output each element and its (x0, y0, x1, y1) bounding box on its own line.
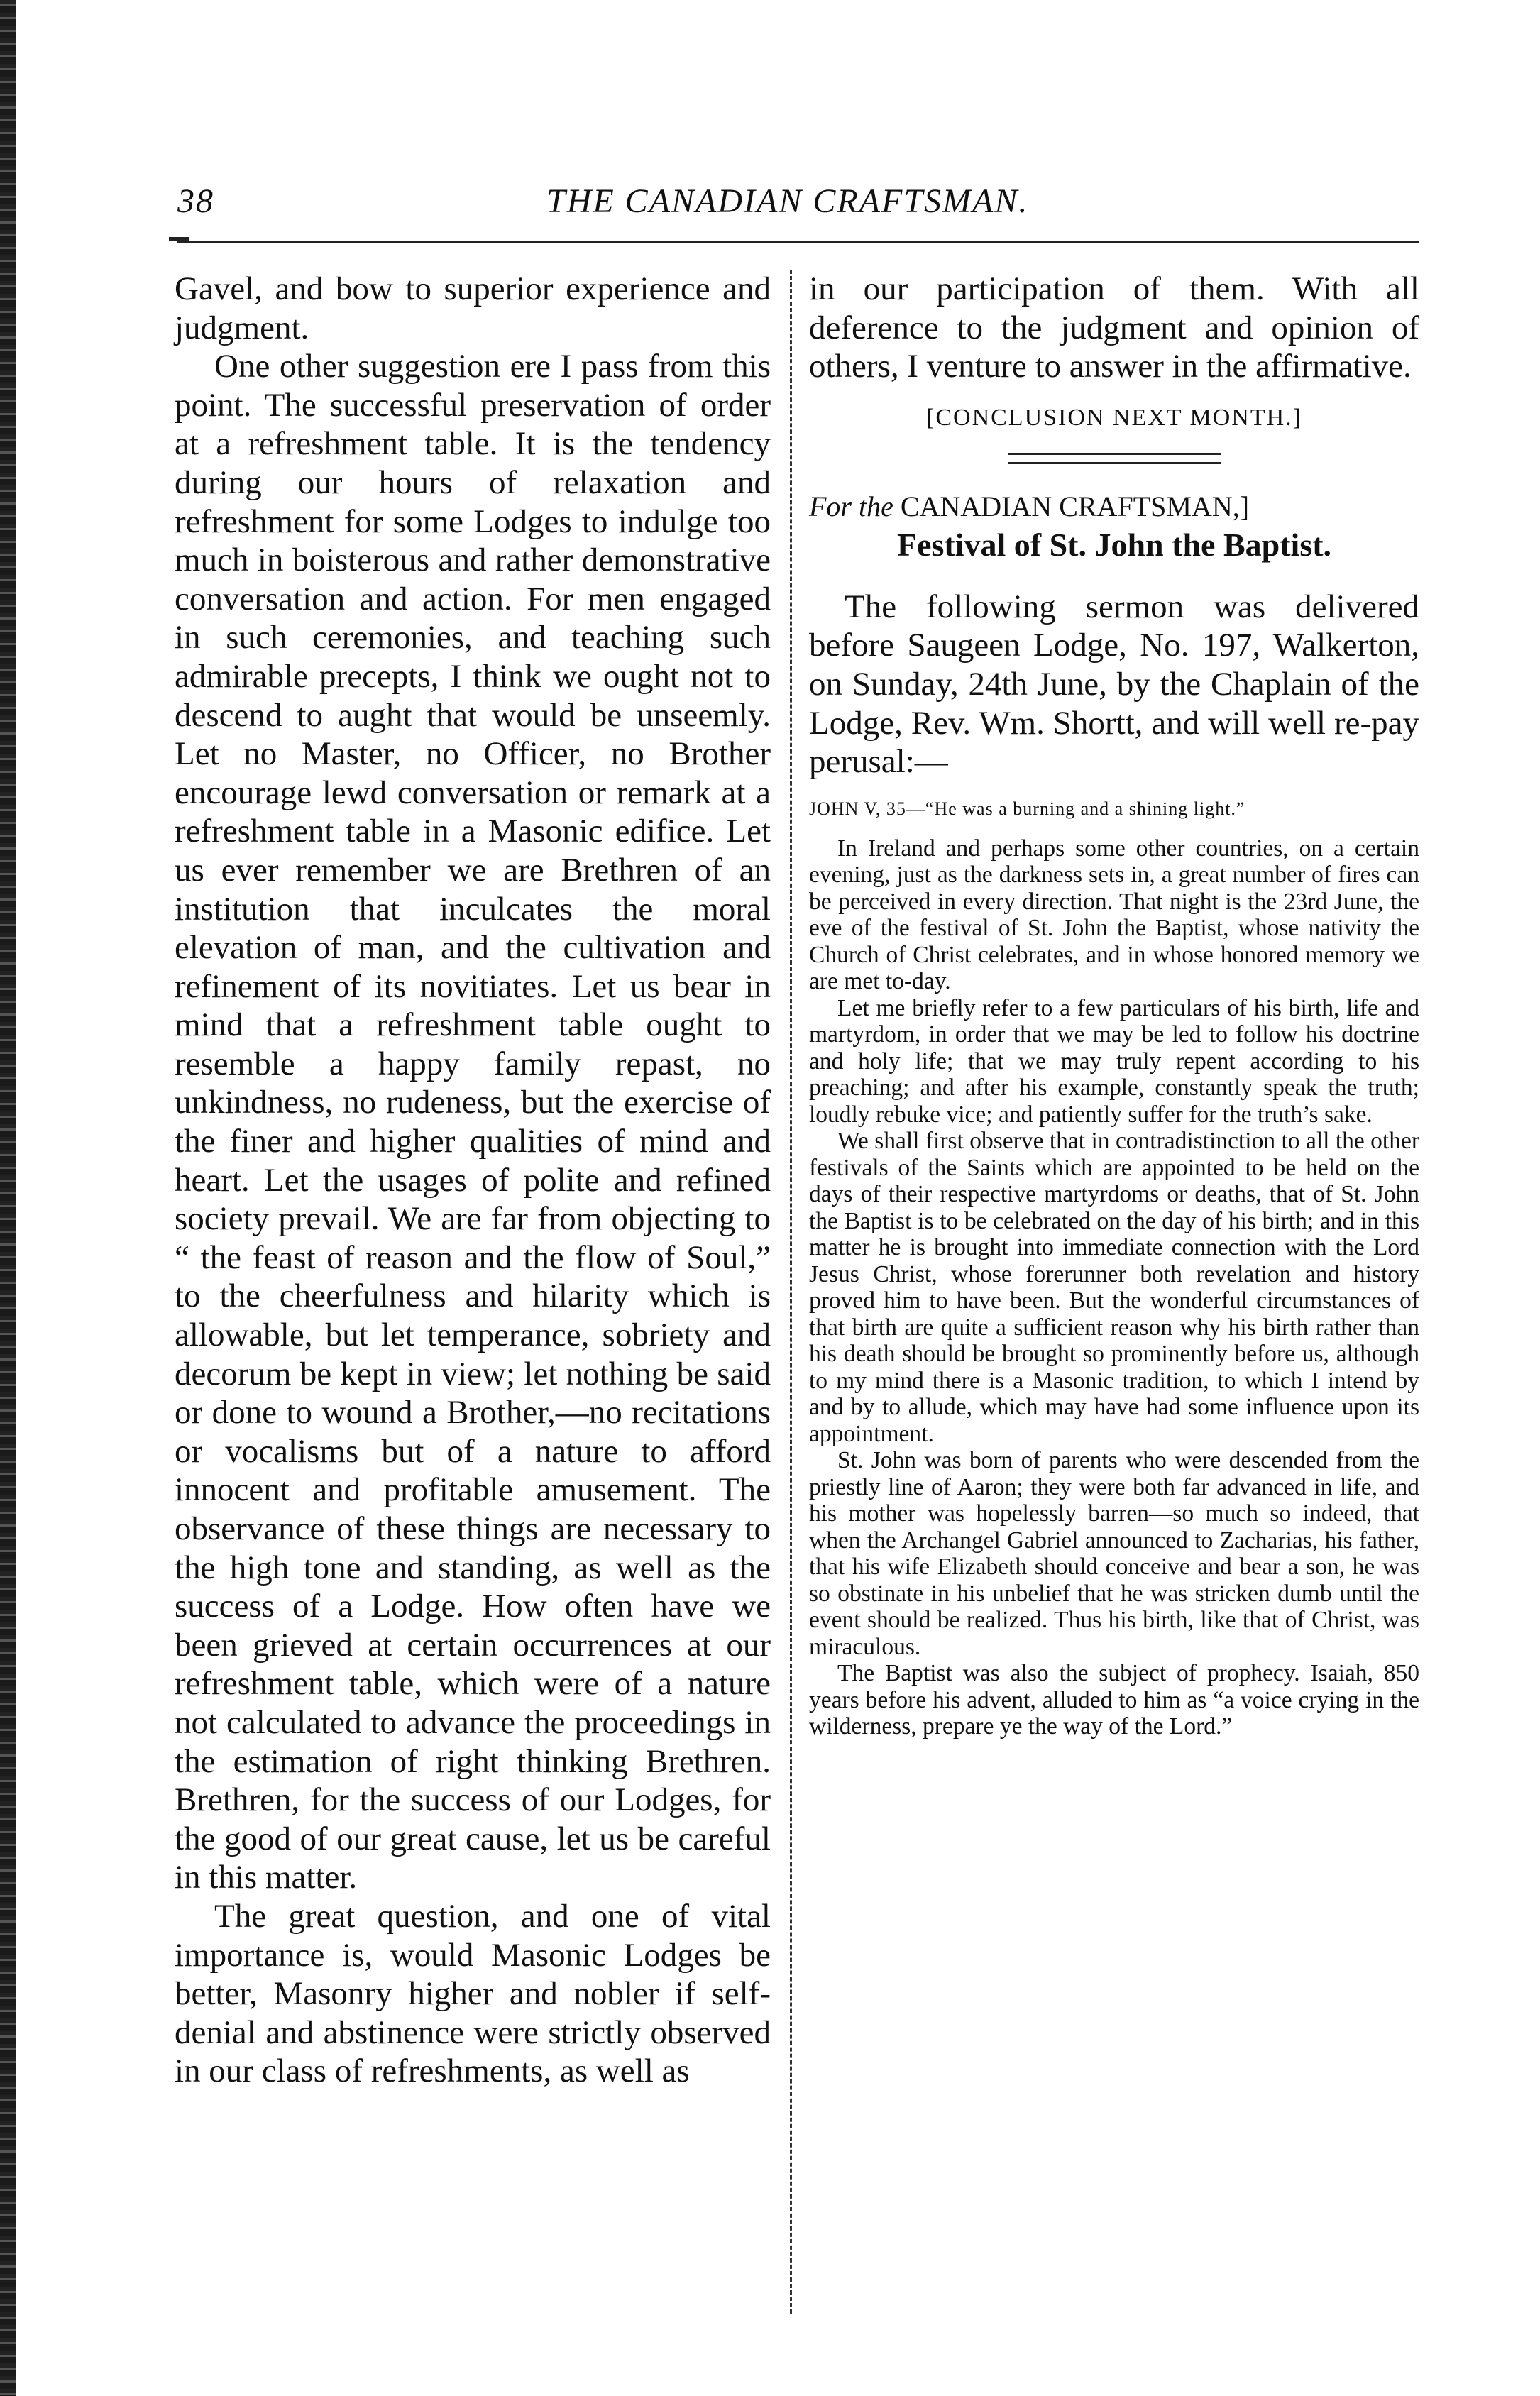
sermon-paragraph: St. John was born of parents who were descended from the priestly line of Aaron; they were both far advanced in life, and his mother was hopelessly barren—so much so indeed, that when the Archangel Gabriel announced to Zacharias, his father, that his wife Elizabeth should conceive and bear a son, he was so obstinate in his unbelief that he was stricken dumb until the event should be realized. Thus his birth, like that of Christ, was miraculous. (809, 1447, 1419, 1660)
running-head (177, 182, 1412, 231)
article-title: Festival of St. John the Baptist. (896, 526, 1332, 563)
conclusion-note: [CONCLUSION NEXT MONTH.] (926, 404, 1302, 431)
left-column (175, 270, 771, 2091)
sermon-paragraph: Let me briefly refer to a few particulars of his birth, life and martyrdom, in order that we may be led to follow his doctrine and holy life; that we may truly repent according to his preaching; and after his example, constantly speak the truth; loudly rebuke vice; and patiently suffer for the truth’s sake. (809, 994, 1419, 1128)
sermon-paragraph: In Ireland and perhaps some other countries, on a certain evening, just as the darkness sets in, a great number of fires can be perceived in every direction. That night is the 23rd June, the eve of the festival of St. John the Baptist, whose nativity the Church of Christ celebrates, and in whose honored memory we are met to-day. (809, 835, 1419, 995)
attribution (809, 490, 1419, 523)
attribution-prefix: For the (809, 490, 893, 522)
sermon-paragraph: The Baptist was also the subject of prophecy. Isaiah, 850 years before his advent, alluded to him as “a voice crying in the wilderness, prepare ye the way of the Lord.” (809, 1660, 1419, 1740)
header-rule (177, 241, 1419, 243)
page-number: 38 (177, 182, 214, 220)
left-paragraph: Gavel, and bow to superior experience and judgment. (175, 270, 771, 346)
journal-title: THE CANADIAN CRAFTSMAN. (546, 182, 1029, 220)
attribution-name: CANADIAN CRAFTSMAN,] (900, 490, 1250, 522)
column-divider (790, 270, 792, 2314)
left-paragraph: The great question, and one of vital importance is, would Masonic Lodges be better, Masonry higher and nobler if self-denial and abstinence were strictly observed in our class of refreshments, as well as (175, 1897, 771, 2090)
continuation-text: in our participation of them. With all deference to the judgment and opinion of others, I venture to answer in the affirmative. (809, 270, 1419, 385)
epigraph: JOHN V, 35—“He was a burning and a shining light.” (809, 798, 1245, 819)
page-binding-edge (0, 0, 16, 2396)
right-column (809, 270, 1419, 1740)
article-intro: The following sermon was delivered before Saugeen Lodge, No. 197, Walkerton, on Sunday, 24th June, by the Chaplain of the Lodge, Rev. Wm. Shortt, and will well re-pay perusal:— (809, 588, 1419, 781)
sermon-paragraph: We shall first observe that in contradistinction to all the other festivals of the Saints which are appointed to be held on the days of their respective martyrdoms or deaths, that of St. John the Baptist is to be celebrated on the day of his birth; and in this matter he is brought into immediate connection with the Lord Jesus Christ, whose forerunner both revelation and history proved him to have been. But the wonderful circumstances of that birth are quite a sufficient reason why his birth rather than his death should be brought so prominently before us, although to my mind there is a Masonic tradition, to which I intend by and by to allude, which may have had some influence upon its appointment. (809, 1128, 1419, 1447)
left-paragraph: One other suggestion ere I pass from this point. The successful preservation of order at a refreshment table. It is the tendency during our hours of relaxation and refreshment for some Lodges to indulge too much in boisterous and rather demonstrative conversation and action. For men engaged in such ceremonies, and teaching such admirable precepts, I think we ought not to descend to aught that would be unseemly. Let no Master, no Officer, no Brother encourage lewd conversation or remark at a refreshment table in a Masonic edifice. Let us ever remember we are Brethren of an institution that inculcates the moral elevation of man, and the cultivation and refinement of its novitiates. Let us bear in mind that a refreshment table ought to resemble a happy family repast, no unkindness, no rudeness, but the exercise of the finer and higher qualities of mind and heart. Let the usages of polite and refined society prevail. We are far from objecting to “ the feast of reason and the flow of Soul,” to the cheerfulness and hilarity which is allowable, but let temperance, sobriety and decorum be kept in view; let nothing be said or done to wound a Brother,—no recitations or vocalisms but of a nature to afford innocent and profitable amusement. The observance of these things are necessary to the high tone and standing, as well as the success of a Lodge. How often have we been grieved at certain occurrences at our refreshment table, which were of a nature not calculated to advance the proceedings in the estimation of right thinking Brethren. Brethren, for the success of our Lodges, for the good of our great cause, let us be careful in this matter. (175, 348, 771, 1896)
section-divider (1008, 453, 1221, 464)
